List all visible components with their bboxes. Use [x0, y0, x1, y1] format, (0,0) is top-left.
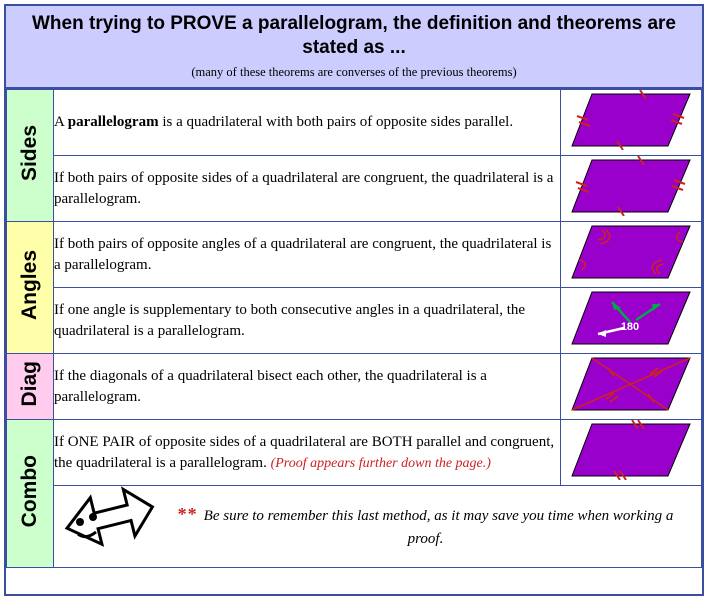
parallelogram-with-180-degree-arrows [568, 288, 694, 348]
statement-cell-opposite-sides: If both pairs of opposite sides of a quadrilateral are congruent, the quadrilateral is a parallelogram. [54, 156, 561, 222]
parallelogram-with-congruent-side-ticks [568, 156, 694, 216]
theorem-table [6, 89, 702, 568]
figure-cell-3 [561, 222, 702, 288]
figure-cell-4 [561, 288, 702, 354]
footer-cell [54, 486, 702, 568]
parallelogram-with-bisecting-diagonals [568, 354, 694, 414]
table-row [7, 420, 702, 486]
table-row [7, 156, 702, 222]
category-cell-angles [7, 222, 54, 354]
page-subtitle: (many of these theorems are converses of the previous theorems) [191, 65, 517, 79]
title-banner [6, 6, 702, 89]
table-row [7, 288, 702, 354]
category-label-combo: Combo [18, 454, 41, 528]
category-cell-combo [7, 420, 54, 568]
category-cell-sides [7, 90, 54, 222]
statement-text-bold: parallelogram [67, 114, 159, 130]
parallelogram-with-congruent-angle-arcs [568, 222, 694, 282]
figure-cell-2 [561, 156, 702, 222]
figure-cell-6 [561, 420, 702, 486]
pointing-hand-icon [54, 486, 162, 567]
category-label-angles: Angles [18, 249, 41, 320]
parallelogram-with-single-and-double-side-ticks [568, 90, 694, 150]
statement-cell-definition [54, 90, 561, 156]
category-label-diag: Diag [18, 361, 41, 407]
footer-stars: ** [177, 503, 198, 524]
footer-text-block [172, 503, 701, 551]
statement-cell-combo [54, 420, 561, 486]
page-title: When trying to PROVE a parallelogram, the definition and theorems are stated as ... [32, 13, 676, 58]
figure-label-180: 180 [620, 321, 640, 333]
table-row [7, 486, 702, 568]
statement-text-lead: A [54, 114, 68, 130]
statement-text-combo: If ONE PAIR of opposite sides of a quadrilateral are BOTH parallel and congruent, the quadrilateral is a parallelogram. [54, 433, 555, 471]
statement-cell-opposite-angles: If both pairs of opposite angles of a quadrilateral are congruent, the quadrilateral is a parallelogram. [54, 222, 561, 288]
table-row [7, 90, 702, 156]
table-row [7, 354, 702, 420]
statement-cell-supplementary: If one angle is supplementary to both consecutive angles in a quadrilateral, the quadrilateral is a parallelogram. [54, 288, 561, 354]
table-row [7, 222, 702, 288]
figure-cell-1 [561, 90, 702, 156]
parallelogram-with-one-pair-parallel-congruent-marks [568, 420, 694, 480]
figure-cell-5 [561, 354, 702, 420]
content-frame [4, 4, 704, 596]
proof-note: (Proof appears further down the page.) [270, 455, 491, 471]
category-cell-diag [7, 354, 54, 420]
statement-cell-diagonals: If the diagonals of a quadrilateral bisect each other, the quadrilateral is a parallelogram. [54, 354, 561, 420]
category-label-sides: Sides [18, 124, 41, 182]
footer-text: Be sure to remember this last method, as it may save you time when working a proof. [203, 507, 674, 547]
statement-text-tail: is a quadrilateral with both pairs of opposite sides parallel. [158, 114, 514, 130]
